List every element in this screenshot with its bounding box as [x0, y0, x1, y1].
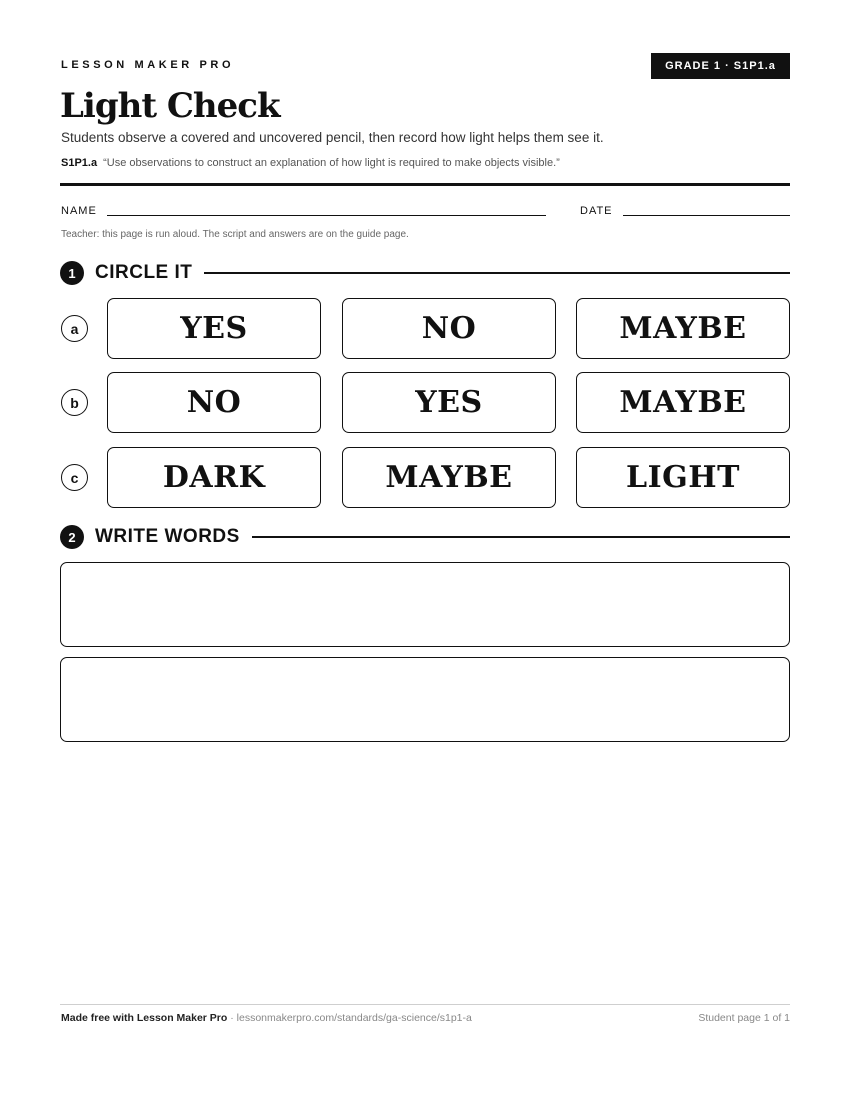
teacher-note: Teacher: this page is run aloud. The script and answers are on the guide page.: [61, 229, 409, 240]
name-label: NAME: [61, 205, 97, 217]
date-field[interactable]: [623, 215, 790, 216]
page-subtitle: Students observe a covered and uncovered pencil, then record how light helps them see it.: [61, 130, 604, 145]
row-letter-b: b: [61, 389, 88, 416]
section-title: WRITE WORDS: [95, 526, 240, 547]
section-circle-it-header: [60, 260, 790, 286]
standard-text: “Use observations to construct an explanation of how light is required to make objects visible.”: [103, 157, 560, 169]
choice-b-3[interactable]: MAYBE: [576, 372, 790, 433]
grade-badge: GRADE 1 · S1P1.a: [651, 53, 790, 79]
name-field[interactable]: [107, 215, 546, 216]
section-title: CIRCLE IT: [95, 262, 193, 283]
choice-a-3[interactable]: MAYBE: [576, 298, 790, 359]
brand-name: LESSON MAKER PRO: [61, 59, 235, 71]
footer-url-link[interactable]: lessonmakerpro.com/standards/ga-science/s1p1-a: [236, 1012, 472, 1024]
choice-a-2[interactable]: NO: [342, 298, 556, 359]
choice-a-1[interactable]: YES: [107, 298, 321, 359]
footer-page-number: Student page 1 of 1: [698, 1012, 790, 1024]
footer-separator: ·: [227, 1012, 237, 1024]
section-rule: [252, 536, 790, 538]
row-letter-c: c: [61, 464, 88, 491]
section-write-words-header: [60, 524, 790, 550]
footer-made-with: Made free with Lesson Maker Pro: [61, 1012, 228, 1024]
page-title: Light Check: [60, 86, 280, 126]
choice-b-1[interactable]: NO: [107, 372, 321, 433]
section-number: 1: [60, 261, 84, 285]
date-label: DATE: [580, 205, 613, 217]
standard-code: S1P1.a: [61, 157, 98, 169]
write-box-2[interactable]: [60, 657, 790, 742]
standard-line: [61, 157, 560, 169]
choice-c-3[interactable]: LIGHT: [576, 447, 790, 508]
choice-c-1[interactable]: DARK: [107, 447, 321, 508]
footer-divider: [60, 1004, 790, 1005]
choice-b-2[interactable]: YES: [342, 372, 556, 433]
choice-c-2[interactable]: MAYBE: [342, 447, 556, 508]
row-letter-a: a: [61, 315, 88, 342]
section-rule: [204, 272, 790, 274]
write-box-1[interactable]: [60, 562, 790, 647]
section-number: 2: [60, 525, 84, 549]
header-divider: [60, 183, 790, 186]
footer-credit: [61, 1012, 472, 1024]
